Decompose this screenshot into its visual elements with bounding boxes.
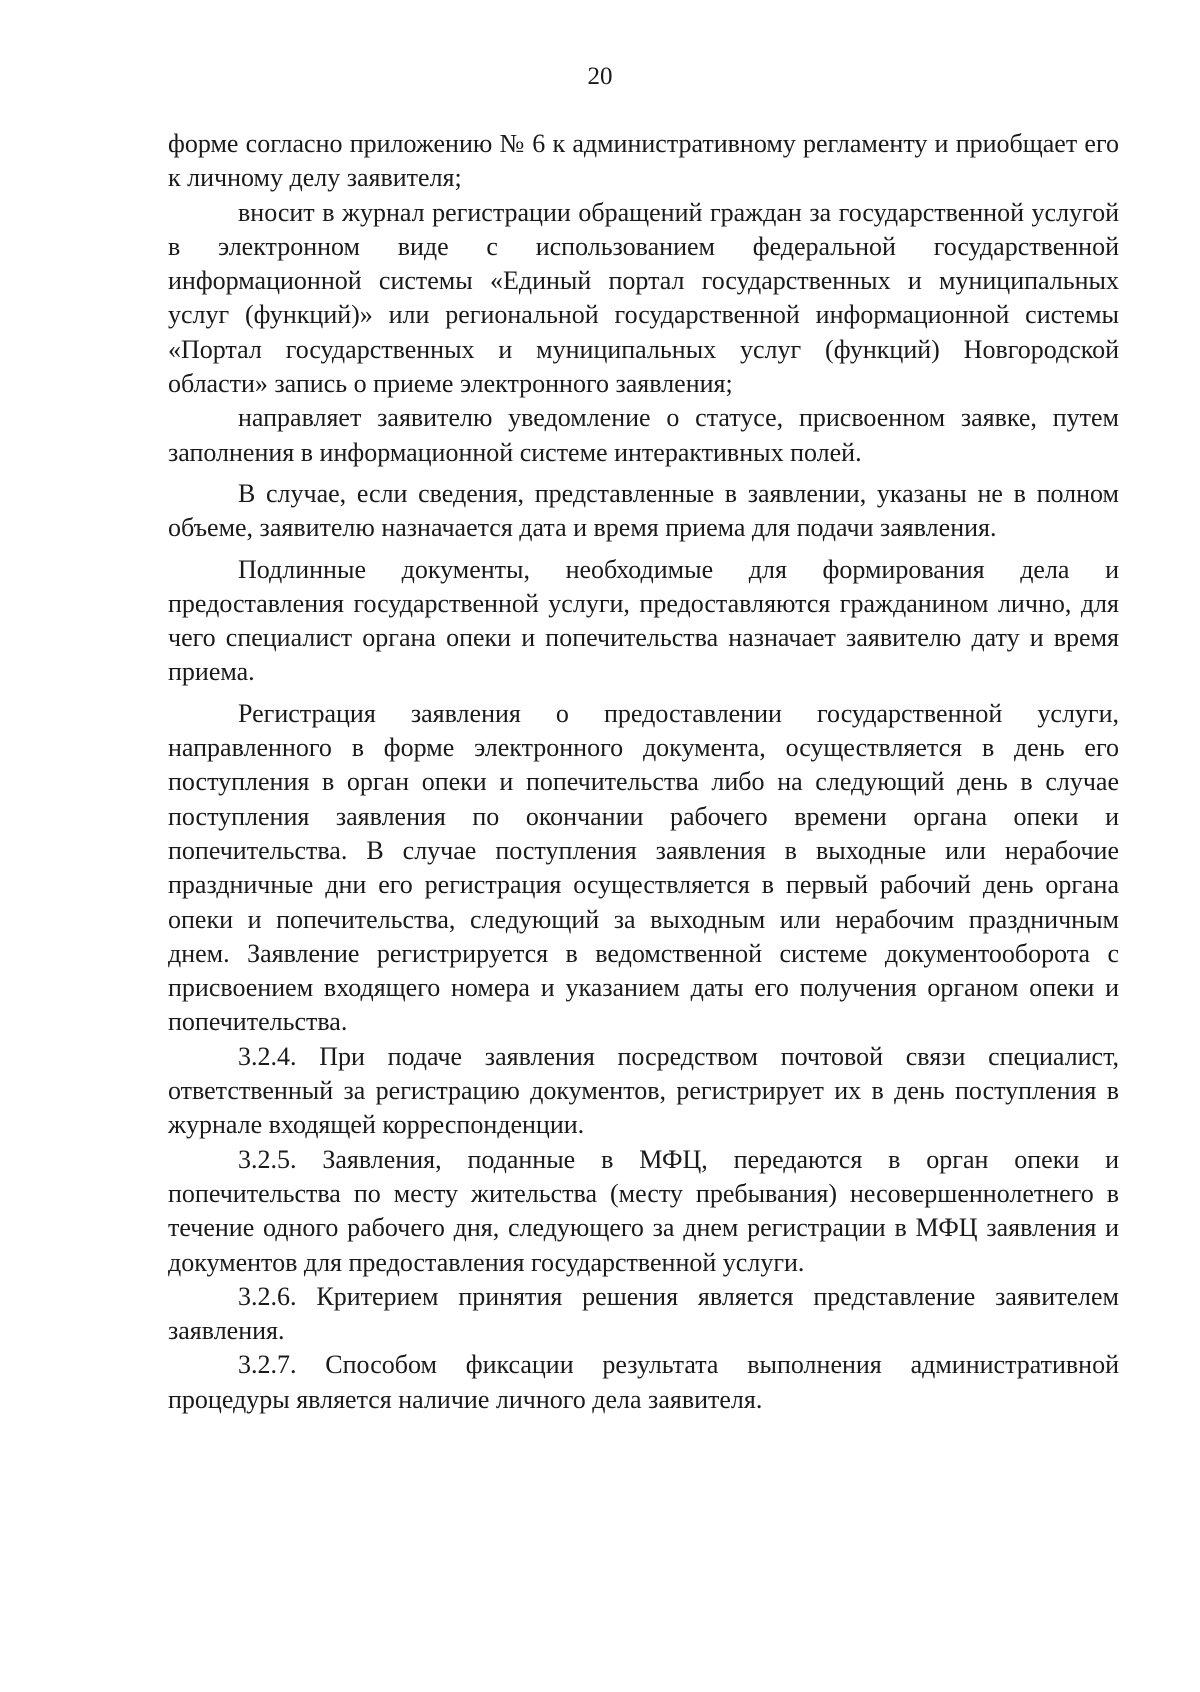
- paragraph-original-documents: Подлинные документы, необходимые для формирования дела и предоставления государственной услуги, предоставляются гражданином лично, для чего специалист органа опеки и попечительства назначает заявителю дату и время приема.: [168, 554, 1119, 687]
- paragraph-status-notification: направляет заявителю уведомление о статусе, присвоенном заявке, путем заполнения в информационной системе интерактивных полей.: [168, 403, 1119, 467]
- page-number: 20: [587, 63, 613, 90]
- document-body: [168, 127, 1119, 1417]
- paragraph-continuation: форме согласно приложению № 6 к административному регламенту и приобщает его к личному делу заявителя;: [168, 129, 1119, 193]
- paragraph-incomplete-info: В случае, если сведения, представленные в заявлении, указаны не в полном объеме, заявителю назначается дата и время приема для подачи заявления.: [168, 478, 1119, 543]
- paragraph-3-2-7: 3.2.7. Способом фиксации результата выполнения административной процедуры является наличие личного дела заявителя.: [168, 1350, 1119, 1414]
- paragraph-registration: Регистрация заявления о предоставлении государственной услуги, направленного в форме электронного документа, осуществляется в день его поступления в орган опеки и попечительства либо на следующий день в случае поступления заявления по окончании рабочего времени органа опеки и попечительства. В случае поступления заявления в выходные или нерабочие праздничные дни его регистрация осуществляется в первый рабочий день органа опеки и попечительства, следующий за выходным или нерабочим праздничным днем. Заявление регистрируется в ведомственной системе документооборота с присвоением входящего номера и указанием даты его получения органом опеки и попечительства.: [168, 698, 1119, 1037]
- paragraph-journal-entry: вносит в журнал регистрации обращений граждан за государственной услугой в электронном виде с использованием федеральной государственной информационной системы «Единый портал государственных и муниципальных услуг (функций)» или региональной государственной информационной системы «Портал государственных и муниципальных услуг (функций) Новгородской области» запись о приеме электронного заявления;: [168, 197, 1119, 399]
- paragraph-3-2-6: 3.2.6. Критерием принятия решения является представление заявителем заявления.: [168, 1281, 1119, 1346]
- paragraph-3-2-5: 3.2.5. Заявления, поданные в МФЦ, передаются в орган опеки и попечительства по месту жительства (месту пребывания) несовершеннолетнего в течение одного рабочего дня, следующего за днем регистрации в МФЦ заявления и документов для предоставления государственной услуги.: [168, 1144, 1119, 1277]
- paragraph-3-2-4: 3.2.4. При подаче заявления посредством почтовой связи специалист, ответственный за регистрацию документов, регистрирует их в день поступления в журнале входящей корреспонденции.: [168, 1041, 1119, 1140]
